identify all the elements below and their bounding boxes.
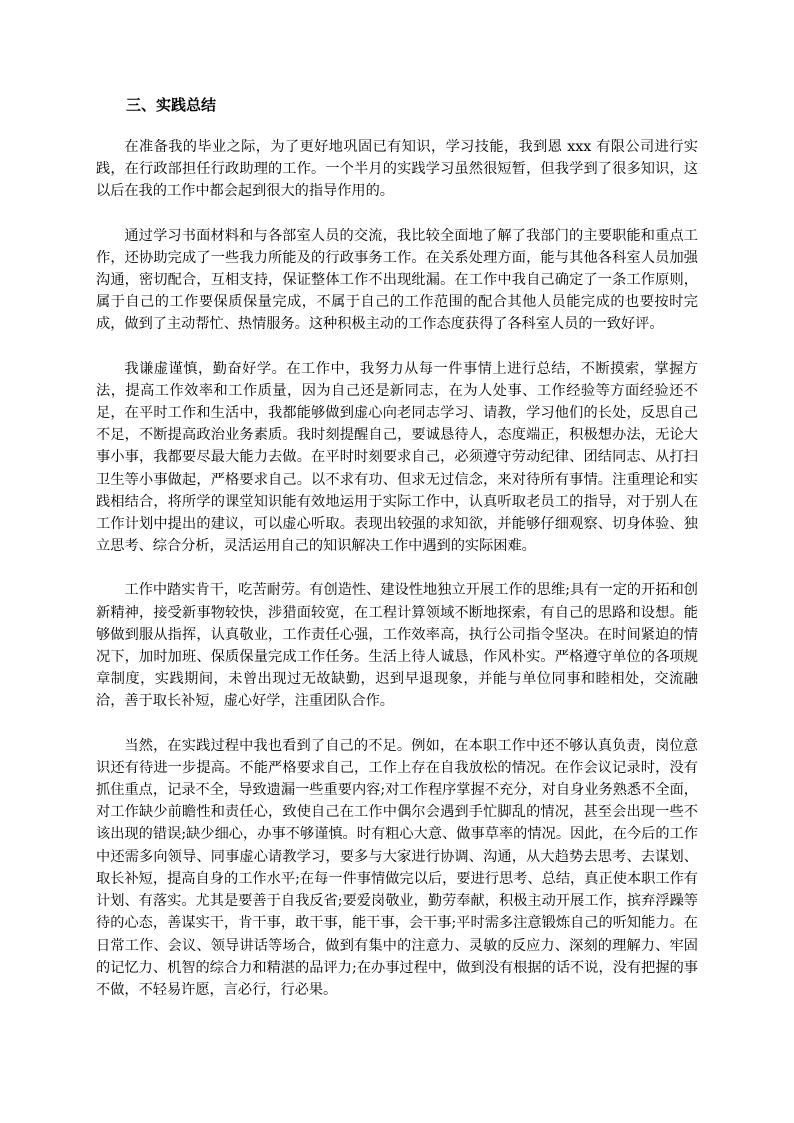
document-body	[96, 94, 698, 1001]
paragraph-4: 工作中踏实肯干，吃苦耐劳。有创造性、建设性地独立开展工作的思维;具有一定的开拓和创新精神，接受新事物较快，涉猎面较宽，在工程计算领域不断地探索，有自己的思路和设想。能够做到服从指挥，认真敬业，工作责任心强，工作效率高，执行公司指令坚决。在时间紧迫的情况下，加时加班、保质保量完成工作任务。生活上待人诚恳，作风朴实。严格遵守单位的各项规章制度，实践期间，未曾出现过无故缺勤，迟到早退现象，并能与单位同事和睦相处，交流融洽，善于取长补短，虚心好学，注重团队合作。	[96, 582, 698, 710]
section-heading: 三、实践总结	[126, 96, 217, 114]
paragraph-1: 在准备我的毕业之际，为了更好地巩固已有知识，学习技能，我到恩 xxx 有限公司进行实践，在行政部担任行政助理的工作。一个半月的实践学习虽然很短暂，但我学到了很多知识，这以后在我的工作中都会起到很大的指导作用的。	[96, 139, 698, 200]
paragraph-5: 当然，在实践过程中我也看到了自己的不足。例如，在本职工作中还不够认真负责，岗位意识还有待进一步提高。不能严格要求自己，工作上存在自我放松的情况。在作会议记录时，没有抓住重点，记录不全，导致遗漏一些重要内容;对工作程序掌握不充分，对自身业务熟悉不全面，对工作缺少前瞻性和责任心，致使自己在工作中偶尔会遇到手忙脚乱的情况，甚至会出现一些不该出现的错误;缺少细心，办事不够谨慎。时有粗心大意、做事草率的情况。因此，在今后的工作中还需多向领导、同事虚心请教学习，要多与大家进行协调、沟通，从大趋势去思考、去谋划、取长补短，提高自身的工作水平;在每一件事情做完以后，要进行思考、总结，真正使本职工作有计划、有落实。尤其是要善于自我反省;要爱岗敬业，勤劳奉献，积极主动开展工作，摈弃浮躁等待的心态，善谋实干，肯干事，敢干事，能干事，会干事;平时需多注意锻炼自己的听知能力。在日常工作、会议、领导讲话等场合，做到有集中的注意力、灵敏的反应力、深刻的理解力、牢固的记忆力、机智的综合力和精湛的品评力;在办事过程中，做到没有根据的话不说，没有把握的事不做，不轻易许愿，言必行，行必果。	[96, 737, 698, 998]
paragraph-3: 我谦虚谨慎，勤奋好学。在工作中，我努力从每一件事情上进行总结，不断摸索，掌握方法，提高工作效率和工作质量，因为自己还是新同志，在为人处事、工作经验等方面经验还不足，在平时工作和生活中，我都能够做到虚心向老同志学习、请教，学习他们的长处，反思自己不足，不断提高政治业务素质。我时刻提醒自己，要诚恳待人，态度端正，积极想办法，无论大事小事，我都要尽最大能力去做。在平时时刻要求自己，必须遵守劳动纪律、团结同志、从打扫卫生等小事做起，严格要求自己。以不求有功、但求无过信念，来对待所有事情。注重理论和实践相结合，将所学的课堂知识能有效地运用于实际工作中，认真听取老员工的指导，对于别人在工作计划中提出的建议，可以虚心听取。表现出较强的求知欲，并能够仔细观察、切身体验、独立思考、综合分析，灵活运用自己的知识解决工作中遇到的实际困难。	[96, 360, 698, 555]
paragraph-2: 通过学习书面材料和与各部室人员的交流，我比较全面地了解了我部门的主要职能和重点工作，还协助完成了一些我力所能及的行政事务工作。在关系处理方面，能与其他各科室人员加强沟通，密切配合，互相支持，保证整体工作不出现纰漏。在工作中我自己确定了一条工作原则，属于自己的工作要保质保量完成，不属于自己的工作范围的配合其他人员能完成的也要按时完成，做到了主动帮忙、热情服务。这种积极主动的工作态度获得了各科室人员的一致好评。	[96, 227, 698, 333]
